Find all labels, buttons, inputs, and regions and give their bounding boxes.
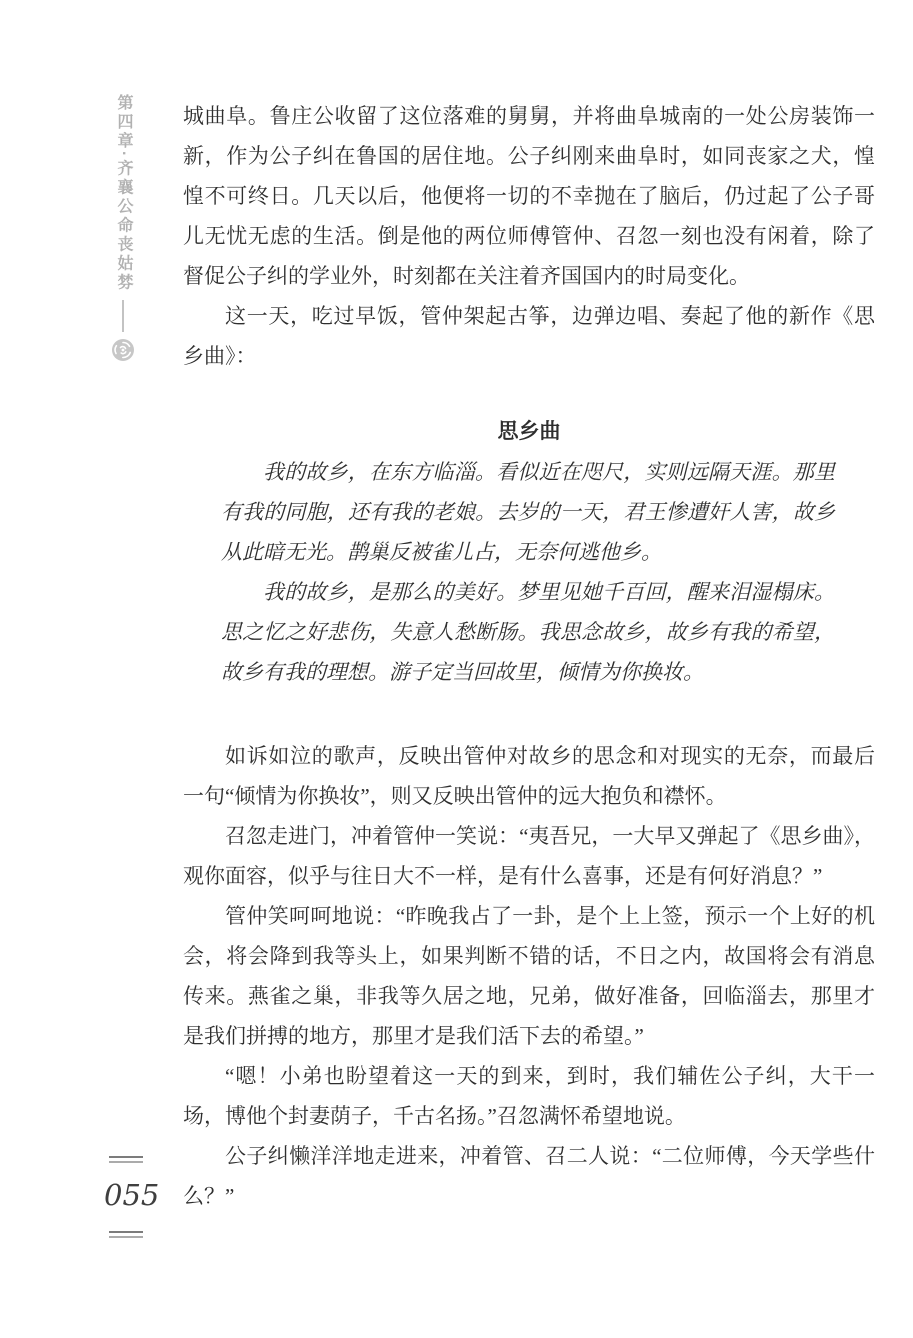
chapter-sidebar: [108, 94, 138, 362]
page-number-block: [104, 1156, 160, 1238]
poem-stanza: 我的故乡，在东方临淄。看似近在咫尺，实则远隔天涯。那里有我的同胞，还有我的老娘。去岁的一天，君王惨遭奸人害，故乡从此暗无光。鹊巢反被雀儿占，无奈何逃他乡。: [221, 460, 835, 564]
paragraph: 城曲阜。鲁庄公收留了这位落难的舅舅，并将曲阜城南的一处公房装饰一新，作为公子纠在鲁国的居住地。公子纠刚来曲阜时，如同丧家之犬，惶惶不可终日。几天以后，他便将一切的不幸抛在了脑后，仍过起了公子哥儿无忧无虑的生活。倒是他的两位师傅管仲、召忽一刻也没有闲着，除了督促公子纠的学业外，时刻都在关注着齐国国内的时局变化。: [183, 104, 875, 288]
sidebar-dash-rule: [122, 300, 124, 332]
paragraph: “嗯！小弟也盼望着这一天的到来，到时，我们辅佐公子纠，大干一场，博他个封妻荫子，千古名扬。”召忽满怀希望地说。: [183, 1064, 875, 1128]
poem-block: [221, 452, 835, 692]
seal-stamp-icon: [111, 338, 135, 362]
paragraph: 这一天，吃过早饭，管仲架起古筝，边弹边唱、奏起了他的新作《思乡曲》：: [183, 304, 875, 368]
page-number-rule-bottom: [109, 1231, 143, 1238]
poem-stanza: 我的故乡，是那么的美好。梦里见她千百回，醒来泪湿榻床。思之忆之好悲伤，失意人愁断肠。我思念故乡，故乡有我的希望，故乡有我的理想。游子定当回故里，倾情为你换妆。: [221, 580, 835, 684]
page-number-rule-top: [109, 1156, 143, 1163]
paragraph: 如诉如泣的歌声，反映出管仲对故乡的思念和对现实的无奈，而最后一句“倾情为你换妆”，则又反映出管仲的远大抱负和襟怀。: [183, 744, 875, 808]
chapter-title-vertical: 第四章·齐襄公命丧姑棼: [115, 94, 132, 293]
page-content: [183, 96, 875, 1216]
paragraph: 管仲笑呵呵地说：“昨晚我占了一卦，是个上上签，预示一个上好的机会，将会降到我等头上，如果判断不错的话，不日之内，故国将会有消息传来。燕雀之巢，非我等久居之地，兄弟，做好准备，回临淄去，那里才是我们拼搏的地方，那里才是我们活下去的希望。”: [183, 904, 875, 1048]
paragraph: 公子纠懒洋洋地走进来，冲着管、召二人说：“二位师傅，今天学些什么？”: [183, 1144, 875, 1208]
paragraph: 召忽走进门，冲着管仲一笑说：“夷吾兄，一大早又弹起了《思乡曲》，观你面容，似乎与往日大不一样，是有什么喜事，还是有何好消息？”: [183, 824, 875, 888]
poem-title: 思乡曲: [497, 420, 561, 443]
page-number: 055: [104, 1178, 160, 1212]
